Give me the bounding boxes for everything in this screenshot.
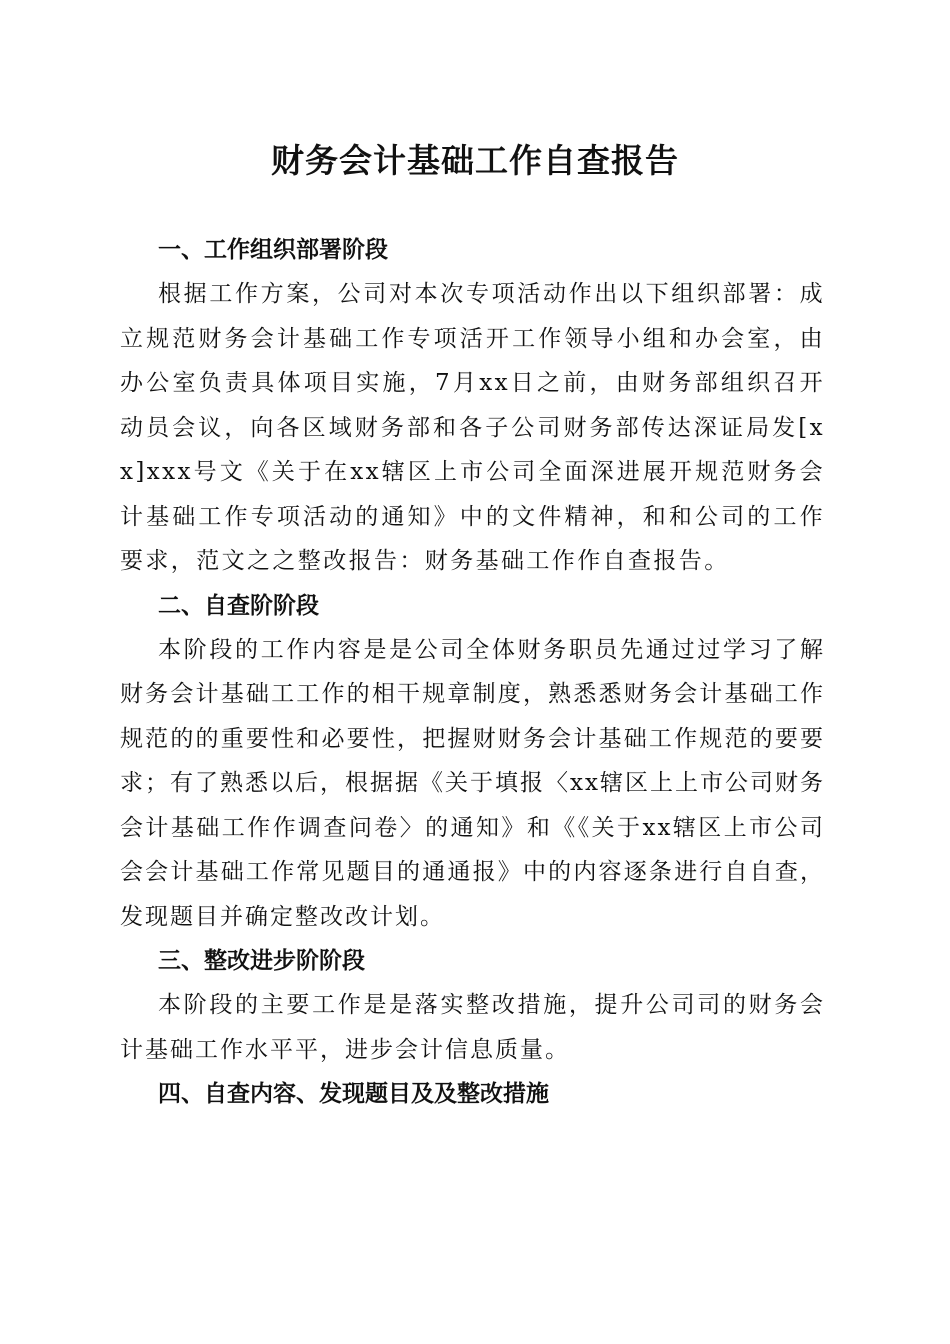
section-heading-3: 三、整改进步阶阶段 <box>158 948 365 974</box>
section-paragraph-1: 根据工作方案，公司对本次专项活动作出以下组织部署：成立规范财务会计基础工作专项活开工作领导小组和办会室，由办公室负责具体项目实施，7月xx日之前，由财务部组织召开动员会议，向各区域财务部和各子公司财务部传达深证局发[xx]xxx号文《关于在xx辖区上市公司全面深进展开规范财务会计基础工作专项活动的通知》中的文件精神，和和公司的工作要求，范文之之整改报告：财务基础工作作自查报告。 <box>120 281 825 574</box>
section-heading-1: 一、工作组织部署阶段 <box>158 237 388 263</box>
section-heading-4: 四、自查内容、发现题目及及整改措施 <box>158 1081 549 1107</box>
section-heading-2: 二、自查阶阶段 <box>158 592 319 619</box>
document-title: 财务会计基础工作自查报告 <box>271 141 679 180</box>
document-body <box>120 228 825 1116</box>
section-paragraph-3: 本阶段的主要工作是是落实整改措施，提升公司司的财务会计基础工作水平平，进步会计信息质量。 <box>120 992 825 1063</box>
section-paragraph-2: 本阶段的工作内容是是公司全体财务职员先通过过学习了解财务会计基础工工作的相干规章制度，熟悉悉财务会计基础工作规范的的重要性和必要性，把握财财务会计基础工作规范的要要求；有了熟悉以后，根据据《关于填报〈xx辖区上上市公司财务会计基础工作作调查问卷〉的通知》和《《关于xx辖区上市公司会会计基础工作常见题目的通通报》中的内容逐条进行自自查，发现题目并确定整改改计划。 <box>120 636 825 930</box>
